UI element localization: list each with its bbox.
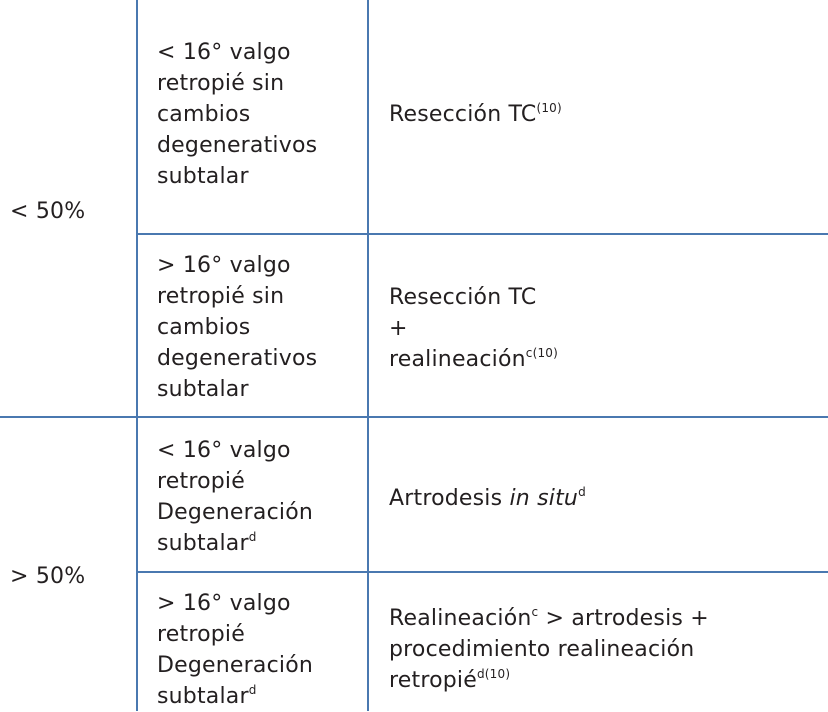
column-divider-2 (367, 0, 369, 711)
reference-superscript: d (248, 683, 257, 697)
condition-line: Degeneración (157, 653, 313, 678)
treatment-cell-row-4 (389, 603, 709, 696)
condition-line: < 16° valgo (157, 40, 291, 65)
column-divider-1 (136, 0, 138, 711)
condition-line: retropié (157, 622, 245, 647)
condition-line: retropié sin (157, 284, 285, 309)
condition-line: cambios (157, 102, 251, 127)
condition-line: > 16° valgo (157, 591, 291, 616)
condition-line: retropié (157, 469, 245, 494)
treatment-text: retropié (389, 668, 477, 693)
treatment-cell-row-2 (389, 282, 558, 375)
treatment-line (389, 99, 562, 130)
treatment-text: Artrodesis (389, 486, 510, 511)
condition-line: degenerativos (157, 133, 318, 158)
treatment-text: realineación (389, 347, 526, 372)
treatment-cell-row-1 (389, 99, 562, 130)
row-divider-subrow-3 (136, 571, 828, 573)
condition-line: retropié sin (157, 71, 285, 96)
row-divider-main (0, 416, 828, 418)
treatment-line: Resección TC (389, 285, 537, 310)
reference-superscript: c (531, 605, 539, 619)
condition-text: subtalar (157, 531, 249, 556)
condition-cell-row-4 (157, 588, 313, 712)
reference-superscript: (10) (536, 101, 562, 115)
treatment-line (389, 344, 558, 375)
treatment-italic-text: in situ (509, 486, 579, 511)
percent-label: < 50% (10, 199, 86, 224)
row-divider-subrow-1 (136, 233, 828, 235)
condition-text: subtalar (157, 684, 249, 709)
treatment-line (389, 603, 709, 634)
treatment-text: > artrodesis + (538, 606, 709, 631)
percent-label: > 50% (10, 564, 86, 589)
condition-line: > 16° valgo (157, 253, 291, 278)
percent-cell-row-2 (10, 561, 85, 592)
percent-cell-row-1 (10, 196, 85, 227)
treatment-line (389, 483, 586, 514)
condition-cell-row-2 (157, 250, 317, 405)
condition-line: subtalar (157, 377, 249, 402)
treatment-text: Resección TC (389, 102, 537, 127)
treatment-line (389, 665, 709, 696)
condition-line: cambios (157, 315, 251, 340)
condition-cell-row-3 (157, 435, 313, 559)
reference-superscript: d (578, 485, 586, 499)
condition-line: degenerativos (157, 346, 318, 371)
condition-line: Degeneración (157, 500, 313, 525)
condition-line: < 16° valgo (157, 438, 291, 463)
reference-superscript: d(10) (476, 667, 511, 681)
reference-superscript: d (248, 530, 257, 544)
condition-line: subtalar (157, 164, 249, 189)
treatment-line: + (389, 316, 408, 341)
treatment-text: Realineación (389, 606, 532, 631)
condition-line (157, 681, 313, 712)
treatment-cell-row-3 (389, 483, 586, 514)
treatment-line: procedimiento realineación (389, 637, 695, 662)
reference-superscript: c(10) (525, 346, 559, 360)
condition-line (157, 528, 313, 559)
condition-cell-row-1 (157, 37, 317, 192)
